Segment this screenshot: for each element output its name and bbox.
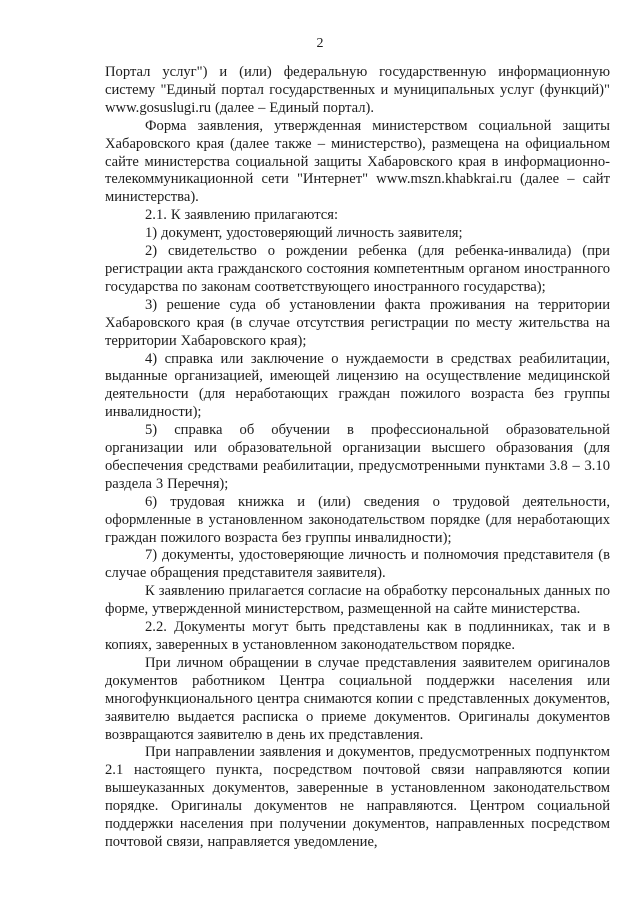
list-item-employment-record: 6) трудовая книжка и (или) сведения о трудовой деятельности, оформленные в установленном законодательством порядке (для неработающих граждан пожилого возраста без группы инвалидности); <box>105 493 610 546</box>
document-body <box>105 64 610 852</box>
page-number: 2 <box>316 36 324 51</box>
paragraph-personal-data-consent: К заявлению прилагается согласие на обработку персональных данных по форме, утвержденной министерством, размещенной на сайте министерства. <box>105 583 610 618</box>
list-item-identity-document: 1) документ, удостоверяющий личность заявителя; <box>145 225 463 242</box>
paragraph-postal-submission: При направлении заявления и документов, предусмотренных подпунктом 2.1 настоящего пункта, посредством почтовой связи направляются копии вышеуказанных документов, заверенные в установленном законодательством порядке. Оригиналы документов не направляются. Центром социальной поддержки населения при получении документов, направленных посредством почтовой связи, направляется уведомление, <box>105 744 610 850</box>
list-item-representative-documents: 7) документы, удостоверяющие личность и полномочия представителя (в случае обращения представителя заявителя). <box>105 547 610 582</box>
list-item-court-decision: 3) решение суда об установлении факта проживания на территории Хабаровского края (в случае отсутствия регистрации по месту жительства на территории Хабаровского края); <box>105 296 610 349</box>
paragraph-section-2-1: 2.1. К заявлению прилагаются: <box>145 207 339 224</box>
list-item-medical-certificate: 4) справка или заключение о нуждаемости в средствах реабилитации, выданные организацией, имеющей лицензию на осуществление медицинской деятельности (для неработающих граждан пожилого возраста без группы инвалидности); <box>105 350 610 421</box>
list-item-birth-certificate: 2) свидетельство о рождении ребенка (для ребенка-инвалида) (при регистрации акта гражданского состояния компетентным органом иностранного государства по законам соответствующего иностранного государства); <box>105 243 610 295</box>
list-item-education-certificate: 5) справка об обучении в профессиональной образовательной организации или образовательной организации высшего образования (для обеспечения средствами реабилитации, предусмотренными пунктами 3.8 – 3.10 раздела 3 Перечня); <box>105 422 610 492</box>
paragraph-personal-visit: При личном обращении в случае представления заявителем оригиналов документов работником Центра социальной поддержки населения или многофункционального центра снимаются копии с представленных документов, заявителю выдается расписка о приеме документов. Оригиналы документов возвращаются заявителю в день их представления. <box>105 654 610 743</box>
paragraph-section-2-2: 2.2. Документы могут быть представлены как в подлинниках, так и в копиях, заверенных в установленном законодательством порядке. <box>105 619 610 653</box>
paragraph-portal-continuation: Портал услуг") и (или) федеральную государственную информационную систему "Единый портал государственных и муниципальных услуг (функций)" www.gosuslugi.ru (далее – Единый портал). <box>105 64 610 116</box>
paragraph-application-form: Форма заявления, утвержденная министерством социальной защиты Хабаровского края (далее также – министерство), размещена на официальном сайте министерства социальной защиты Хабаровского края в информационно-телекоммуникационной сети "Интернет" www.mszn.khabkrai.ru (далее – сайт министерства). <box>105 117 610 206</box>
